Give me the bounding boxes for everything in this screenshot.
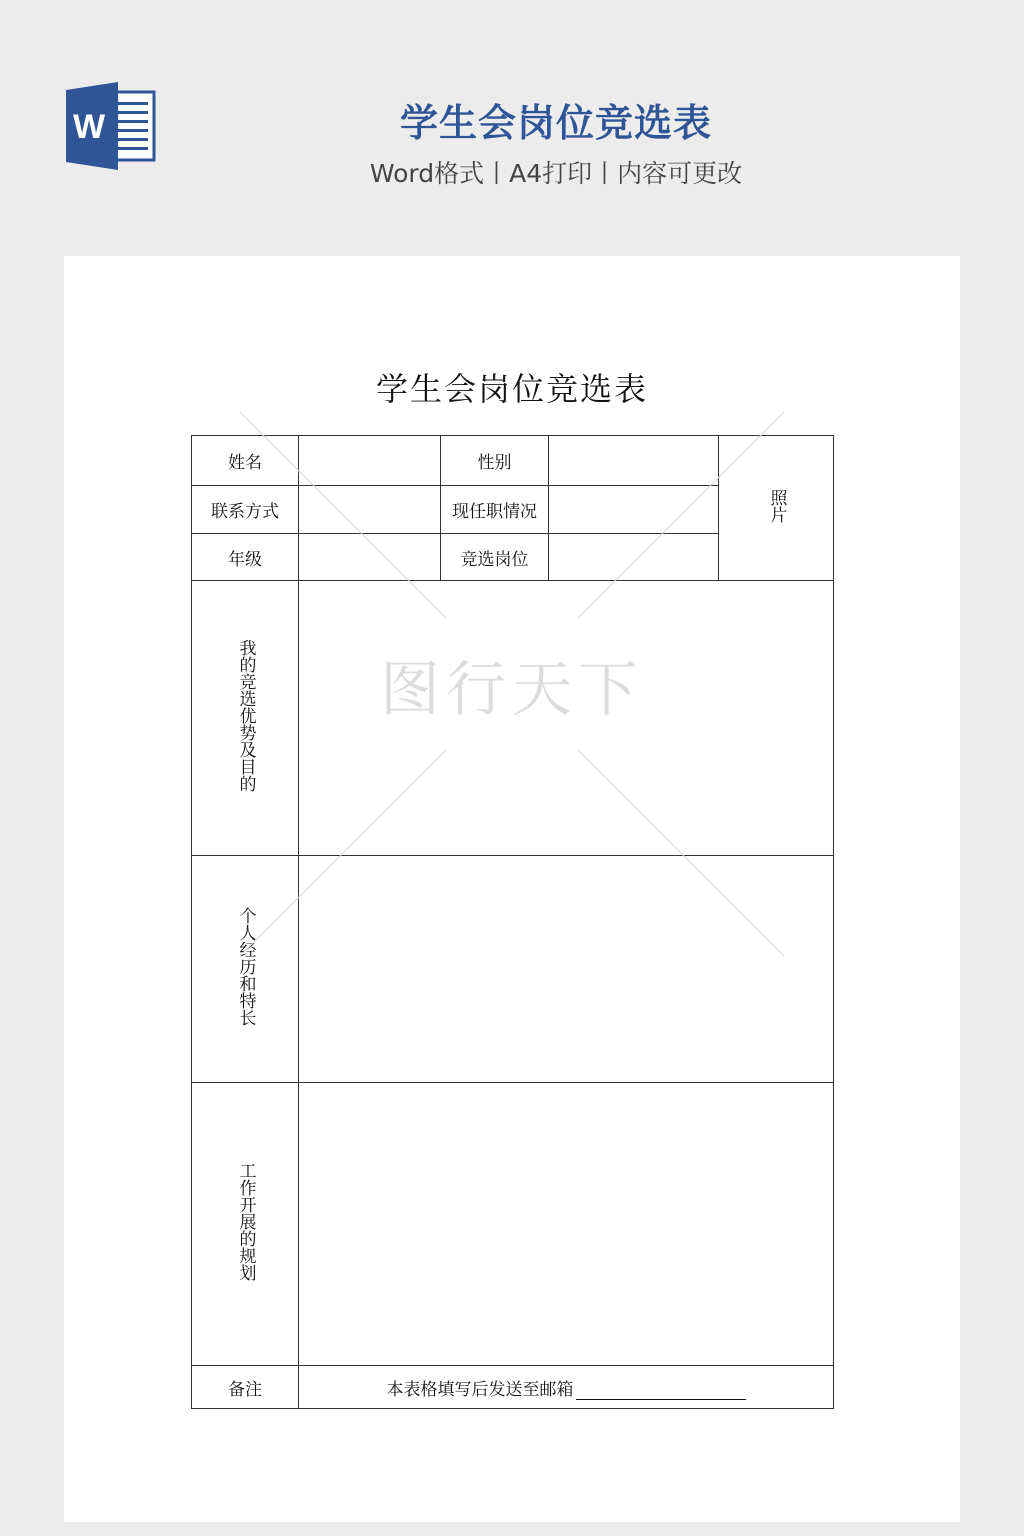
grade-input-cell[interactable] xyxy=(299,534,441,581)
watermark-text: 图行天下 xyxy=(380,655,644,725)
table-row xyxy=(192,436,834,486)
advantages-input-cell[interactable] xyxy=(299,581,834,856)
current-position-input-cell[interactable] xyxy=(549,486,719,534)
photo-label: 照片 xyxy=(766,488,787,523)
experience-input-cell[interactable] xyxy=(299,856,834,1083)
header-title: 学生会岗位竞选表 xyxy=(399,101,712,145)
table-row xyxy=(192,856,834,1083)
table-row xyxy=(192,1366,834,1409)
document-title: 学生会岗位竞选表 xyxy=(375,370,648,408)
election-form-table xyxy=(191,435,834,1409)
experience-label-cell xyxy=(192,856,299,1083)
plan-label-cell xyxy=(192,1083,299,1366)
photo-cell[interactable] xyxy=(719,436,834,581)
header-subtitle: Word格式丨A4打印丨内容可更改 xyxy=(369,159,743,188)
remarks-label: 备注 xyxy=(192,1366,299,1409)
table-row xyxy=(192,1083,834,1366)
grade-label: 年级 xyxy=(192,534,299,581)
word-document-icon xyxy=(64,80,156,172)
advantages-label-cell xyxy=(192,581,299,856)
contact-input-cell[interactable] xyxy=(299,486,441,534)
target-position-label: 竞选岗位 xyxy=(441,534,549,581)
remarks-text: 本表格填写后发送至邮箱 xyxy=(386,1379,574,1400)
table-row xyxy=(192,581,834,856)
current-position-label: 现任职情况 xyxy=(441,486,549,534)
gender-input-cell[interactable] xyxy=(549,436,719,486)
advantages-label: 我的竞选优势及目的 xyxy=(235,639,256,792)
plan-input-cell[interactable] xyxy=(299,1083,834,1366)
remarks-cell xyxy=(299,1366,834,1409)
email-blank-line[interactable] xyxy=(576,1381,746,1400)
svg-text:W: W xyxy=(72,108,106,146)
name-label: 姓名 xyxy=(192,436,299,486)
contact-label: 联系方式 xyxy=(192,486,299,534)
gender-label: 性别 xyxy=(441,436,549,486)
experience-label: 个人经历和特长 xyxy=(235,907,256,1026)
name-input-cell[interactable] xyxy=(299,436,441,486)
plan-label: 工作开展的规划 xyxy=(235,1162,256,1281)
target-position-input-cell[interactable] xyxy=(549,534,719,581)
